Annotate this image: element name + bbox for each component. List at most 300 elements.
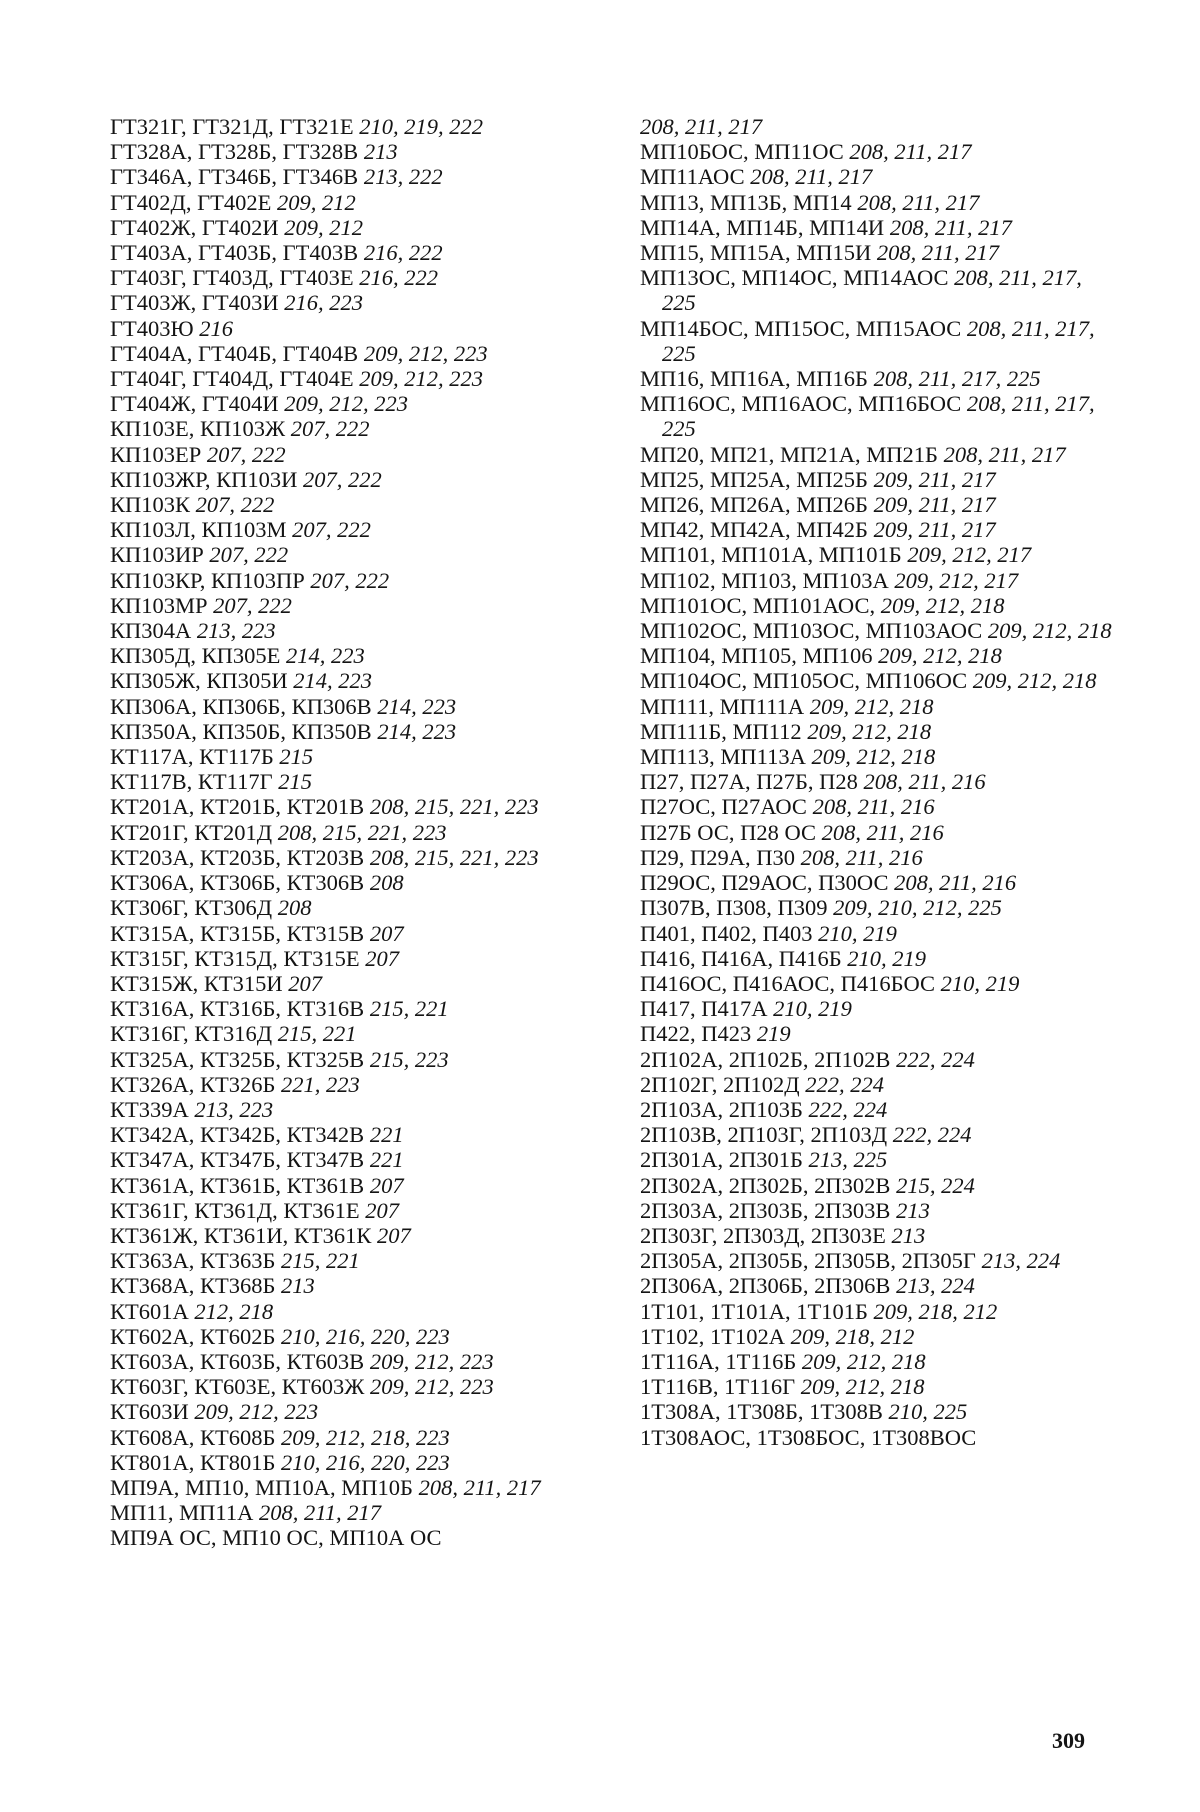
entry-codes: П416, П416А, П416Б (640, 945, 842, 971)
index-entry (110, 1450, 580, 1475)
index-entry (110, 265, 580, 290)
index-entry (110, 366, 580, 391)
entry-codes: ГТ328А, ГТ328Б, ГТ328В (110, 139, 359, 165)
entry-page-refs: 213, 225 (808, 1147, 888, 1173)
entry-page-refs: 214, 223 (377, 693, 457, 719)
entry-codes: МП13, МП13Б, МП14 (640, 189, 852, 215)
index-entry (110, 316, 580, 341)
entry-codes: МП111, МП111А (640, 693, 805, 719)
entry-page-refs: 207, 222 (209, 542, 289, 568)
entry-page-refs: 213 (363, 139, 398, 165)
entry-codes: 2П306А, 2П306Б, 2П306В (640, 1273, 891, 1299)
entry-page-refs: 215, 223 (369, 1046, 449, 1072)
entry-codes: МП26, МП26А, МП26Б (640, 492, 868, 518)
index-entry (640, 1047, 1115, 1072)
entry-page-refs: 208 (369, 870, 404, 896)
index-entry (110, 1475, 580, 1500)
entry-page-refs: 209, 212, 218 (809, 693, 934, 719)
entry-codes: КТ325А, КТ325Б, КТ325В (110, 1046, 365, 1072)
index-entry (110, 1223, 580, 1248)
entry-codes: 2П102Г, 2П102Д (640, 1071, 800, 1097)
entry-codes: КП305Ж, КП305И (110, 668, 288, 694)
entry-page-refs: 207, 222 (213, 592, 292, 618)
entry-page-refs: 208, 211, 217 (258, 1500, 382, 1526)
index-entry (110, 391, 580, 416)
entry-page-refs: 214, 223 (293, 668, 373, 694)
index-entry (640, 820, 1115, 845)
entry-codes: КП103Л, КП103М (110, 517, 287, 543)
entry-codes: МП15, МП15А, МП15И (640, 240, 872, 266)
entry-codes: МП13ОС, МП14ОС, МП14АОС (640, 265, 949, 291)
entry-codes: П307В, П308, П309 (640, 895, 828, 921)
entry-codes: КТ315Ж, КТ315И (110, 970, 283, 996)
entry-page-refs: 213, 223 (196, 618, 276, 644)
index-entry (110, 1349, 580, 1374)
entry-page-refs: 208 (277, 895, 312, 921)
entry-page-refs: 209, 212, 218 (800, 1374, 925, 1400)
index-entry (640, 1147, 1115, 1172)
entry-page-refs: 208, 211, 217 (876, 240, 999, 266)
index-entry (110, 139, 580, 164)
entry-codes: МП42, МП42А, МП42Б (640, 517, 868, 543)
entry-codes: МП20, МП21, МП21А, МП21Б (640, 441, 938, 467)
entry-codes: КТ801А, КТ801Б (110, 1449, 276, 1475)
entry-page-refs: 213, 224 (896, 1273, 975, 1299)
entry-codes: КП304А (110, 618, 192, 644)
entry-page-refs: 215, 224 (896, 1172, 975, 1198)
entry-page-refs: 210, 219 (847, 945, 927, 971)
entry-codes: КП103К (110, 492, 191, 518)
entry-page-refs: 209, 212 (284, 214, 364, 240)
entry-codes: 2П302А, 2П302Б, 2П302В (640, 1172, 891, 1198)
entry-page-refs: 207, 222 (195, 492, 275, 518)
entry-codes: МП104, МП105, МП106 (640, 643, 873, 669)
entry-page-refs: 210, 216, 220, 223 (281, 1323, 450, 1349)
entry-codes: КТ315А, КТ315Б, КТ315В (110, 920, 365, 946)
entry-codes: КТ603Г, КТ603Е, КТ603Ж (110, 1374, 365, 1400)
entry-codes: КТ316А, КТ316Б, КТ316В (110, 996, 365, 1022)
entry-page-refs: 209, 212, 223 (359, 366, 483, 392)
entry-codes: КТ368А, КТ368Б (110, 1273, 276, 1299)
entry-codes: КТ339А (110, 1096, 189, 1122)
entry-page-refs: 208, 211, 217, 225 (662, 315, 1095, 366)
entry-page-refs: 210, 216, 220, 223 (281, 1449, 450, 1475)
index-entry (640, 492, 1115, 517)
index-entry (110, 1399, 580, 1424)
entry-codes: П417, П417А (640, 996, 768, 1022)
entry-page-refs: 209, 218, 212 (790, 1323, 915, 1349)
entry-codes: ГТ402Д, ГТ402Е (110, 189, 272, 215)
entry-page-refs: 207, 222 (206, 441, 286, 467)
entry-codes: ГТ402Ж, ГТ402И (110, 214, 279, 240)
entry-page-refs: 215 (279, 744, 314, 770)
index-entry (640, 265, 1115, 315)
entry-page-refs: 213, 223 (194, 1096, 274, 1122)
entry-codes: КТ603И (110, 1399, 189, 1425)
index-entry (110, 442, 580, 467)
entry-page-refs: 208, 211, 216 (821, 819, 944, 845)
entry-codes: ГТ403А, ГТ403Б, ГТ403В (110, 240, 359, 266)
page-number: 309 (1052, 1728, 1085, 1753)
entry-page-refs: 210, 225 (888, 1399, 968, 1425)
entry-page-refs: 208, 211, 216 (863, 769, 986, 795)
entry-codes: КТ601А (110, 1298, 189, 1324)
entry-page-refs: 208, 211, 217 (943, 441, 1066, 467)
index-entry (640, 895, 1115, 920)
entry-codes: КП103ЕР (110, 441, 202, 467)
entry-codes: КТ203А, КТ203Б, КТ203В (110, 844, 365, 870)
index-entry (110, 568, 580, 593)
entry-codes: П29ОС, П29АОС, П30ОС (640, 870, 889, 896)
entry-page-refs: 208, 211, 217 (750, 164, 873, 190)
index-entry (110, 1122, 580, 1147)
index-entry (110, 845, 580, 870)
index-entry (110, 694, 580, 719)
entry-codes: ГТ404Г, ГТ404Д, ГТ404Е (110, 366, 354, 392)
entry-codes: П401, П402, П403 (640, 920, 813, 946)
entry-page-refs: 210, 219 (773, 996, 852, 1022)
entry-page-refs: 213, 224 (981, 1248, 1061, 1274)
entry-page-refs: 208, 215, 221, 223 (277, 819, 447, 845)
entry-page-refs: 208, 211, 217, 225 (662, 391, 1095, 442)
entry-codes: 1Т308АОС, 1Т308БОС, 1Т308ВОС (640, 1424, 977, 1450)
entry-page-refs: 208, 211, 217 (640, 114, 763, 139)
entry-page-refs: 207 (288, 970, 323, 996)
entry-codes: ГТ346А, ГТ346Б, ГТ346В (110, 164, 359, 190)
index-entry (640, 164, 1115, 189)
index-entry (640, 921, 1115, 946)
index-entry (640, 1273, 1115, 1298)
index-entry (640, 240, 1115, 265)
index-entry (110, 1097, 580, 1122)
entry-page-refs: 208, 211, 217 (849, 139, 972, 165)
index-entry (110, 794, 580, 819)
entry-page-refs: 208, 211, 217 (418, 1474, 541, 1500)
index-entry (640, 1021, 1115, 1046)
entry-codes: КТ117А, КТ117Б (110, 744, 274, 770)
entry-page-refs: 208, 211, 216 (894, 870, 1017, 896)
entry-page-refs: 208, 215, 221, 223 (369, 844, 539, 870)
entry-page-refs: 215, 221 (277, 1021, 357, 1047)
entry-codes: ГТ404А, ГТ404Б, ГТ404В (110, 340, 359, 366)
entry-page-refs: 222, 224 (805, 1071, 884, 1097)
index-entry (110, 921, 580, 946)
index-entry (110, 1147, 580, 1172)
entry-page-refs: 207, 222 (292, 517, 371, 543)
index-entry (640, 542, 1115, 567)
entry-page-refs: 210, 219 (940, 970, 1020, 996)
index-entry (110, 467, 580, 492)
entry-codes: 2П103А, 2П103Б (640, 1096, 803, 1122)
entry-codes: КП103МР (110, 592, 208, 618)
entry-codes: П27, П27А, П27Б, П28 (640, 769, 858, 795)
entry-codes: КТ316Г, КТ316Д (110, 1021, 273, 1047)
entry-codes: 1Т308А, 1Т308Б, 1Т308В (640, 1399, 883, 1425)
entry-page-refs: 207 (369, 920, 404, 946)
entry-page-refs: 213 (891, 1222, 926, 1248)
entry-page-refs: 213 (281, 1273, 315, 1299)
index-entry (640, 769, 1115, 794)
entry-codes: МП9А ОС, МП10 ОС, МП10А ОС (110, 1525, 442, 1551)
entry-codes: КТ602А, КТ602Б (110, 1323, 276, 1349)
index-entry (640, 744, 1115, 769)
entry-page-refs: 210, 219, 222 (359, 114, 483, 139)
index-entry (110, 416, 580, 441)
index-entry (640, 870, 1115, 895)
entry-page-refs: 209, 212, 223 (194, 1399, 319, 1425)
entry-page-refs: 221, 223 (281, 1071, 360, 1097)
index-entry (110, 643, 580, 668)
entry-codes: МП102, МП103, МП103А (640, 567, 889, 593)
entry-page-refs: 209, 212, 218 (811, 744, 936, 770)
entry-page-refs: 222, 224 (808, 1096, 888, 1122)
entry-page-refs: 207 (377, 1222, 411, 1248)
index-entry (110, 719, 580, 744)
index-entry (110, 593, 580, 618)
entry-page-refs: 212, 218 (194, 1298, 274, 1324)
entry-page-refs: 208, 211, 216 (800, 844, 923, 870)
index-entry (110, 1072, 580, 1097)
entry-codes: МП11АОС (640, 164, 745, 190)
index-entry (640, 1122, 1115, 1147)
entry-page-refs: 215 (278, 769, 312, 795)
entry-page-refs: 216, 223 (284, 290, 364, 316)
entry-page-refs: 209, 211, 217 (873, 517, 996, 543)
entry-page-refs: 209, 212 (276, 189, 356, 215)
entry-codes: 2П303Г, 2П303Д, 2П303Е (640, 1222, 886, 1248)
entry-page-refs: 216, 222 (359, 265, 438, 291)
entry-codes: КТ306А, КТ306Б, КТ306В (110, 870, 365, 896)
entry-codes: КТ361Ж, КТ361И, КТ361К (110, 1222, 372, 1248)
entry-page-refs: 214, 223 (285, 643, 365, 669)
index-entry (640, 442, 1115, 467)
index-entry (640, 1072, 1115, 1097)
entry-page-refs: 209, 212, 218, 223 (281, 1424, 450, 1450)
entry-codes: ГТ321Г, ГТ321Д, ГТ321Е (110, 114, 354, 139)
index-entry (640, 719, 1115, 744)
index-entry (110, 517, 580, 542)
entry-page-refs: 208, 211, 216 (812, 794, 935, 820)
entry-codes: МП25, МП25А, МП25Б (640, 466, 868, 492)
entry-page-refs: 214, 223 (377, 718, 457, 744)
entry-page-refs: 209, 212, 223 (370, 1374, 494, 1400)
entry-page-refs: 207 (365, 945, 399, 971)
entry-codes: КП306А, КП306Б, КП306В (110, 693, 372, 719)
index-entry (110, 1248, 580, 1273)
entry-codes: П29, П29А, П30 (640, 844, 795, 870)
index-entry (110, 1374, 580, 1399)
index-entry (110, 1273, 580, 1298)
index-entry (110, 1173, 580, 1198)
index-entry (640, 1399, 1115, 1424)
index-entry (110, 1500, 580, 1525)
entry-codes: КТ363А, КТ363Б (110, 1248, 276, 1274)
entry-codes: МП101, МП101А, МП101Б (640, 542, 902, 568)
entry-page-refs: 209, 212, 218 (801, 1348, 926, 1374)
entry-page-refs: 213 (896, 1197, 930, 1223)
entry-page-refs: 221 (369, 1147, 404, 1173)
entry-codes: П422, П423 (640, 1021, 752, 1047)
index-entry (110, 1047, 580, 1072)
entry-page-refs: 207, 222 (290, 416, 370, 442)
entry-page-refs: 208, 211, 217, 225 (873, 366, 1041, 392)
index-entry (110, 492, 580, 517)
index-entry (110, 668, 580, 693)
entry-codes: КТ608А, КТ608Б (110, 1424, 276, 1450)
entry-page-refs: 216 (199, 315, 234, 341)
entry-page-refs: 209, 212, 223 (284, 391, 409, 417)
index-entry (640, 568, 1115, 593)
index-entry (110, 215, 580, 240)
index-entry (110, 164, 580, 189)
entry-page-refs: 207 (365, 1197, 399, 1223)
index-entry (110, 744, 580, 769)
entry-codes: 1Т102, 1Т102А (640, 1323, 785, 1349)
entry-codes: КТ347А, КТ347Б, КТ347В (110, 1147, 365, 1173)
entry-codes: 1Т101, 1Т101А, 1Т101Б (640, 1298, 868, 1324)
index-entry (640, 316, 1115, 366)
entry-page-refs: 209, 210, 212, 225 (833, 895, 1002, 921)
entry-page-refs: 207, 222 (310, 567, 390, 593)
entry-codes: КТ315Г, КТ315Д, КТ315Е (110, 945, 360, 971)
entry-page-refs: 208, 211, 217 (889, 214, 1012, 240)
entry-page-refs: 209, 211, 217 (873, 466, 996, 492)
entry-page-refs: 209, 212, 218 (878, 643, 1002, 669)
entry-codes: МП113, МП113А (640, 744, 806, 770)
entry-codes: МП101ОС, МП101АОС, (640, 592, 876, 618)
index-entry (640, 1374, 1115, 1399)
entry-codes: КП103Е, КП103Ж (110, 416, 286, 442)
entry-codes: МП14БОС, МП15ОС, МП15АОС (640, 315, 962, 341)
entry-codes: МП16, МП16А, МП16Б (640, 366, 868, 392)
entry-codes: МП10БОС, МП11ОС (640, 139, 844, 165)
index-entry (640, 794, 1115, 819)
index-entry (110, 290, 580, 315)
entry-page-refs: 208, 215, 221, 223 (369, 794, 539, 820)
index-entry (110, 542, 580, 567)
index-entry (110, 971, 580, 996)
entry-codes: ГТ403Г, ГТ403Д, ГТ403Е (110, 265, 354, 291)
index-entry (110, 1425, 580, 1450)
entry-codes: П27Б ОС, П28 ОС (640, 819, 816, 845)
entry-codes: МП102ОС, МП103ОС, МП103АОС (640, 618, 983, 644)
entry-codes: ГТ404Ж, ГТ404И (110, 391, 279, 417)
entry-page-refs: 209, 211, 217 (873, 492, 996, 518)
entry-codes: КТ603А, КТ603Б, КТ603В (110, 1348, 365, 1374)
index-entry (640, 946, 1115, 971)
entry-codes: 2П301А, 2П301Б (640, 1147, 803, 1173)
entry-codes: КП305Д, КП305Е (110, 643, 281, 669)
entry-codes: КП103КР, КП103ПР (110, 567, 305, 593)
entry-codes: КП103ЖР, КП103И (110, 466, 298, 492)
index-entry (110, 769, 580, 794)
entry-codes: 1Т116А, 1Т116Б (640, 1348, 797, 1374)
index-entry (110, 820, 580, 845)
index-entry (640, 593, 1115, 618)
index-entry (110, 1021, 580, 1046)
entry-codes: П416ОС, П416АОС, П416БОС (640, 970, 935, 996)
index-entry (640, 1425, 1115, 1450)
entry-codes: МП111Б, МП112 (640, 718, 802, 744)
index-entry (640, 1349, 1115, 1374)
entry-codes: КТ361А, КТ361Б, КТ361В (110, 1172, 365, 1198)
index-entry (110, 1198, 580, 1223)
index-entry (640, 366, 1115, 391)
index-entry (640, 643, 1115, 668)
index-entry (640, 1248, 1115, 1273)
entry-codes: 2П102А, 2П102Б, 2П102В (640, 1046, 891, 1072)
index-column-left (110, 114, 580, 1551)
index-entry (640, 1299, 1115, 1324)
entry-codes: КТ306Г, КТ306Д (110, 895, 273, 921)
entry-codes: П27ОС, П27АОС (640, 794, 807, 820)
index-entry (640, 996, 1115, 1021)
entry-page-refs: 209, 212, 218 (972, 668, 1097, 694)
entry-page-refs: 208, 211, 217 (857, 189, 980, 215)
entry-codes: 2П305А, 2П305Б, 2П305В, 2П305Г (640, 1248, 976, 1274)
entry-codes: 2П303А, 2П303Б, 2П303В (640, 1197, 891, 1223)
entry-codes: ГТ403Ю (110, 315, 194, 341)
index-entry (110, 895, 580, 920)
entry-page-refs: 207, 222 (303, 466, 382, 492)
entry-page-refs: 222, 224 (896, 1046, 975, 1072)
index-entry (640, 1173, 1115, 1198)
entry-page-refs: 215, 221 (281, 1248, 360, 1274)
entry-codes: МП16ОС, МП16АОС, МП16БОС (640, 391, 962, 417)
entry-codes: 2П103В, 2П103Г, 2П103Д (640, 1122, 888, 1148)
entry-page-refs: 221 (369, 1122, 404, 1148)
entry-codes: МП9А, МП10, МП10А, МП10Б (110, 1474, 413, 1500)
index-entry (640, 139, 1115, 164)
entry-page-refs: 209, 212, 218 (987, 618, 1112, 644)
entry-codes: КТ342А, КТ342Б, КТ342В (110, 1122, 365, 1148)
entry-page-refs: 209, 212, 218 (807, 718, 932, 744)
index-entry (640, 694, 1115, 719)
entry-codes: КП350А, КП350Б, КП350В (110, 718, 372, 744)
entry-page-refs: 209, 212, 217 (907, 542, 1032, 568)
index-entry (110, 1324, 580, 1349)
entry-page-refs: 210, 219 (818, 920, 897, 946)
index-entry (110, 996, 580, 1021)
index-entry (640, 215, 1115, 240)
entry-page-refs: 209, 212, 223 (369, 1348, 494, 1374)
entry-codes: КП103ИР (110, 542, 204, 568)
entry-page-refs: 209, 212, 223 (363, 340, 488, 366)
index-entry (640, 1097, 1115, 1122)
entry-page-refs: 219 (756, 1021, 791, 1047)
entry-codes: КТ326А, КТ326Б (110, 1071, 276, 1097)
entry-codes: МП104ОС, МП105ОС, МП106ОС (640, 668, 968, 694)
entry-page-refs: 209, 212, 217 (894, 567, 1019, 593)
entry-page-refs: 222, 224 (892, 1122, 972, 1148)
index-entry (110, 341, 580, 366)
index-entry (640, 1324, 1115, 1349)
entry-codes: 1Т116В, 1Т116Г (640, 1374, 796, 1400)
index-entry (640, 845, 1115, 870)
index-entry (110, 618, 580, 643)
entry-codes: КТ201Г, КТ201Д (110, 819, 273, 845)
entry-page-refs: 216, 222 (363, 240, 443, 266)
entry-page-refs: 209, 218, 212 (873, 1298, 998, 1324)
entry-codes: МП11, МП11А (110, 1500, 254, 1526)
entry-codes: КТ361Г, КТ361Д, КТ361Е (110, 1197, 360, 1223)
index-entry (110, 190, 580, 215)
entry-page-refs: 208, 211, 217, 225 (662, 265, 1082, 316)
index-entry (110, 946, 580, 971)
index-entry (640, 1223, 1115, 1248)
index-entry (640, 114, 1115, 139)
index-entry (640, 1198, 1115, 1223)
